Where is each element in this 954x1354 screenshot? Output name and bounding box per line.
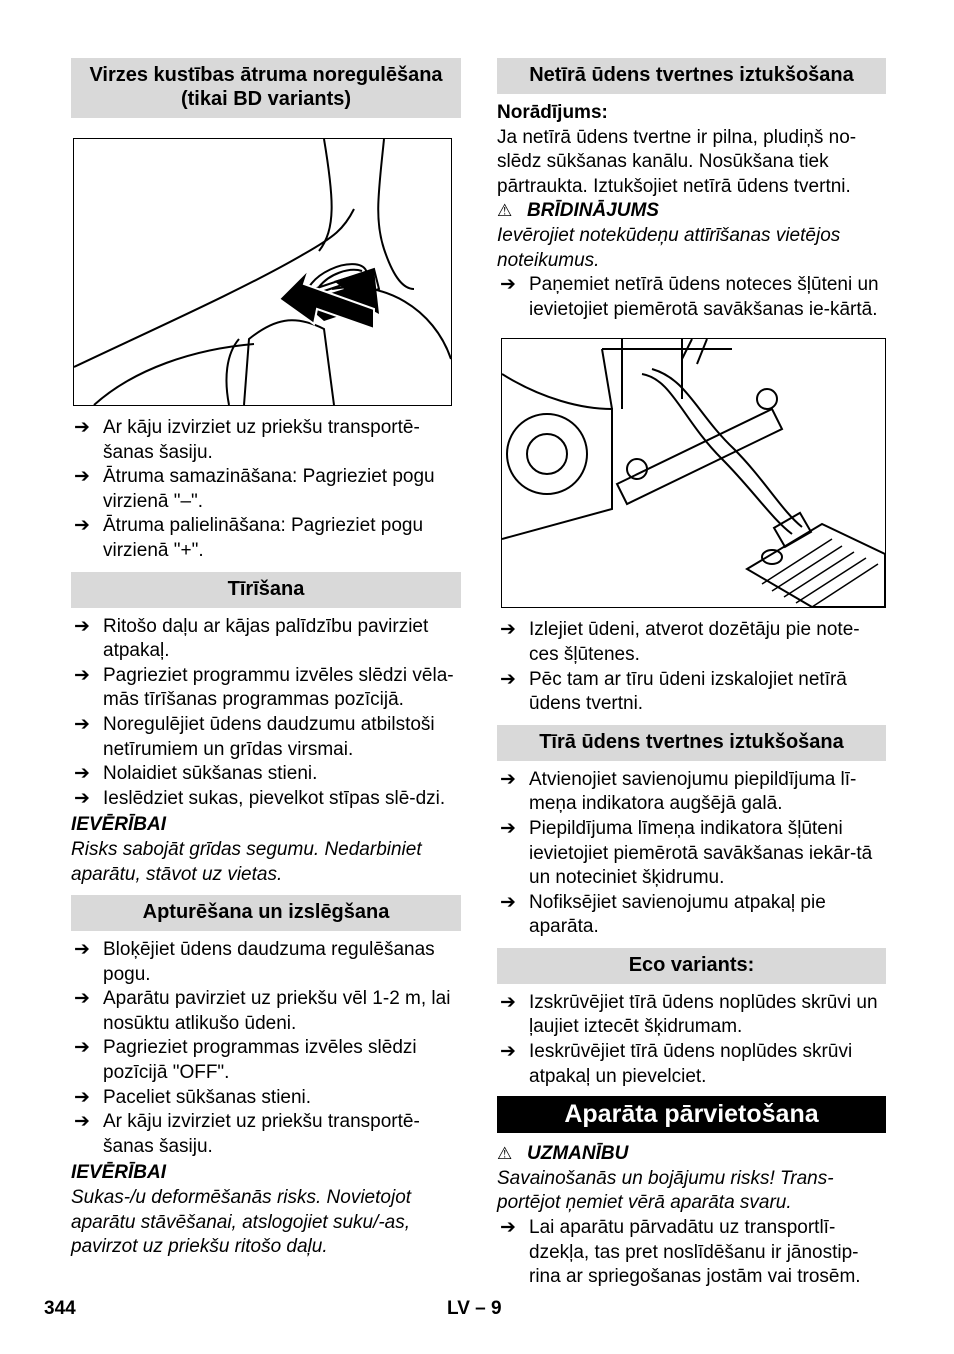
- arrow-right-icon: ➔: [500, 668, 516, 690]
- caution-heading: ⚠ UZMANĪBU: [497, 1142, 886, 1167]
- arrow-right-icon: ➔: [74, 664, 90, 686]
- arrow-right-icon: ➔: [74, 763, 90, 785]
- list-item: ➔ Noregulējiet ūdens daudzumu atbilstoši netīrumiem un grīdas virsmai.: [74, 713, 435, 760]
- note-title: IEVĒRĪBAI: [71, 1162, 167, 1184]
- chapter-heading-transport: Aparāta pārvietošana: [497, 1096, 886, 1133]
- list-item: ➔ Izskrūvējiet tīrā ūdens noplūdes skrūvi un ļaujiet iztecēt šķidrumam.: [500, 991, 878, 1038]
- list-item: ➔ Aparātu pavirziet uz priekšu vēl 1-2 m, lai nosūktu atlikušo ūdeni.: [74, 988, 451, 1034]
- speed-knob-illustration: [74, 139, 451, 405]
- list-item: ➔ Bloķējiet ūdens daudzuma regulēšanas pogu.: [74, 939, 435, 985]
- list-item: ➔ Ieslēdziet sukas, pievelkot stīpas slē-dzi.: [71, 787, 461, 812]
- list-item: ➔ Paceliet sūkšanas stieni.: [71, 1086, 461, 1111]
- section-heading-cleaning: Tīrīšana: [71, 572, 461, 608]
- warning-heading: ⚠ BRĪDINĀJUMS: [497, 199, 886, 224]
- dirty-water-steps-a: [497, 273, 886, 322]
- list-item: ➔ Ar kāju izvirziet uz priekšu transportē-šanas šasiju.: [74, 1111, 420, 1157]
- note-text: Sukas-/u deformēšanās risks. Novietojot aparātu stāvēšanai, atslogojiet suku/-as, pavirzot uz priekšu ritošo daļu.: [71, 1187, 412, 1258]
- list-item: ➔ Pagrieziet programmas izvēles slēdzi pozīcijā "OFF".: [74, 1037, 417, 1084]
- arrow-right-icon: ➔: [74, 787, 90, 809]
- stop-steps: [71, 938, 461, 1159]
- section-heading-stop: Apturēšana un izslēgšana: [71, 895, 461, 931]
- warning-text: Ievērojiet notekūdeņu attīrīšanas vietējos noteikumus.: [497, 224, 841, 271]
- section-heading-dirty-water: Netīrā ūdens tvertnes iztukšošana: [497, 58, 886, 94]
- section-heading-clean-water: Tīrā ūdens tvertnes iztukšošana: [497, 725, 886, 761]
- list-item: ➔ Ar kāju izvirziet uz priekšu transportē-šanas šasiju.: [74, 417, 420, 463]
- arrow-right-icon: ➔: [74, 713, 90, 735]
- speed-steps: [71, 416, 461, 564]
- figure-drain-hose: [501, 338, 886, 608]
- section-label: LV – 9: [447, 1298, 502, 1319]
- arrow-right-icon: ➔: [500, 991, 516, 1013]
- arrow-right-icon: ➔: [74, 417, 90, 438]
- figure-speed-knob: [73, 138, 452, 406]
- section-heading-eco: Eco variants:: [497, 948, 886, 984]
- list-item: ➔ Ātruma palielināšana: Pagrieziet pogu virzienā "+".: [74, 515, 424, 561]
- section-heading-speed: Virzes kustības ātruma noregulēšana (tikai BD variants): [71, 58, 461, 118]
- dirty-water-steps-b: [497, 618, 886, 716]
- list-item: ➔ Ātruma samazināšana: Pagrieziet pogu virzienā "–".: [74, 466, 435, 512]
- list-item: ➔ Izlejiet ūdeni, atverot dozētāju pie note-ces šļūtenes.: [500, 619, 860, 665]
- note-title: Norādījums:: [497, 102, 608, 123]
- list-item: ➔ Paņemiet netīrā ūdens noteces šļūteni un ievietojiet piemērotā savākšanas ie-kārtā.: [500, 274, 879, 320]
- warning-triangle-icon: ⚠: [497, 201, 513, 221]
- left-column: [71, 58, 461, 1260]
- arrow-right-icon: ➔: [74, 466, 90, 488]
- arrow-right-icon: ➔: [74, 988, 90, 1010]
- arrow-right-icon: ➔: [500, 817, 516, 839]
- page-number: 344: [44, 1298, 76, 1319]
- arrow-right-icon: ➔: [74, 1111, 90, 1133]
- arrow-right-icon: ➔: [500, 1217, 516, 1239]
- arrow-right-icon: ➔: [500, 1041, 516, 1063]
- arrow-right-icon: ➔: [74, 1037, 90, 1059]
- arrow-right-icon: ➔: [74, 939, 90, 961]
- list-item: ➔ Ieskrūvējiet tīrā ūdens noplūdes skrūvi atpakaļ un pievelciet.: [500, 1041, 853, 1087]
- arrow-right-icon: ➔: [74, 615, 90, 637]
- list-item: ➔ Nolaidiet sūkšanas stieni.: [71, 762, 461, 787]
- list-item: ➔ Nofiksējiet savienojumu atpakaļ pie aparāta.: [500, 891, 826, 938]
- arrow-right-icon: ➔: [500, 891, 516, 913]
- clean-water-steps: [497, 768, 886, 940]
- note-text: Ja netīrā ūdens tvertne ir pilna, pludiņš no-slēdz sūkšanas kanālu. Nosūkšana tiek pārtraukta. Iztukšojiet netīrā ūdens tvertni.: [497, 126, 857, 197]
- cleaning-steps: [71, 615, 461, 812]
- note-title: IEVĒRĪBAI: [71, 814, 167, 836]
- arrow-right-icon: ➔: [500, 274, 516, 296]
- right-column: [497, 58, 886, 1292]
- list-item: ➔ Ritošo daļu ar kājas palīdzību pavirziet atpakaļ.: [74, 615, 429, 662]
- warning-triangle-icon: ⚠: [497, 1144, 513, 1164]
- arrow-right-icon: ➔: [74, 515, 90, 537]
- eco-steps: [497, 991, 886, 1089]
- arrow-right-icon: ➔: [74, 1086, 90, 1108]
- list-item: ➔ Pēc tam ar tīru ūdeni izskalojiet netīrā ūdens tvertni.: [500, 668, 847, 715]
- note-text: Risks sabojāt grīdas segumu. Nedarbiniet aparātu, stāvot uz vietas.: [71, 838, 422, 885]
- caution-text: Savainošanās un bojājumu risks! Trans-portējot ņemiet vērā aparāta svaru.: [497, 1167, 834, 1214]
- transport-steps: [497, 1216, 886, 1290]
- list-item: ➔ Lai aparātu pārvadātu uz transportlī-dzekļa, tas pret noslīdēšanu ir jānostip-rina ar spriegošanas jostām vai trosēm.: [500, 1217, 861, 1288]
- arrow-right-icon: ➔: [500, 619, 516, 641]
- arrow-right-icon: ➔: [500, 768, 516, 790]
- drain-hose-illustration: [502, 339, 885, 607]
- list-item: ➔ Piepildījuma līmeņa indikatora šļūteni ievietojiet piemērotā savākšanas iekār-tā un noteciniet šķidrumu.: [500, 817, 873, 889]
- list-item: ➔ Pagrieziet programmu izvēles slēdzi vēla-mās tīrīšanas programmas pozīcijā.: [74, 664, 454, 711]
- list-item: ➔ Atvienojiet savienojumu piepildījuma lī-meņa indikatora augšējā galā.: [500, 768, 857, 815]
